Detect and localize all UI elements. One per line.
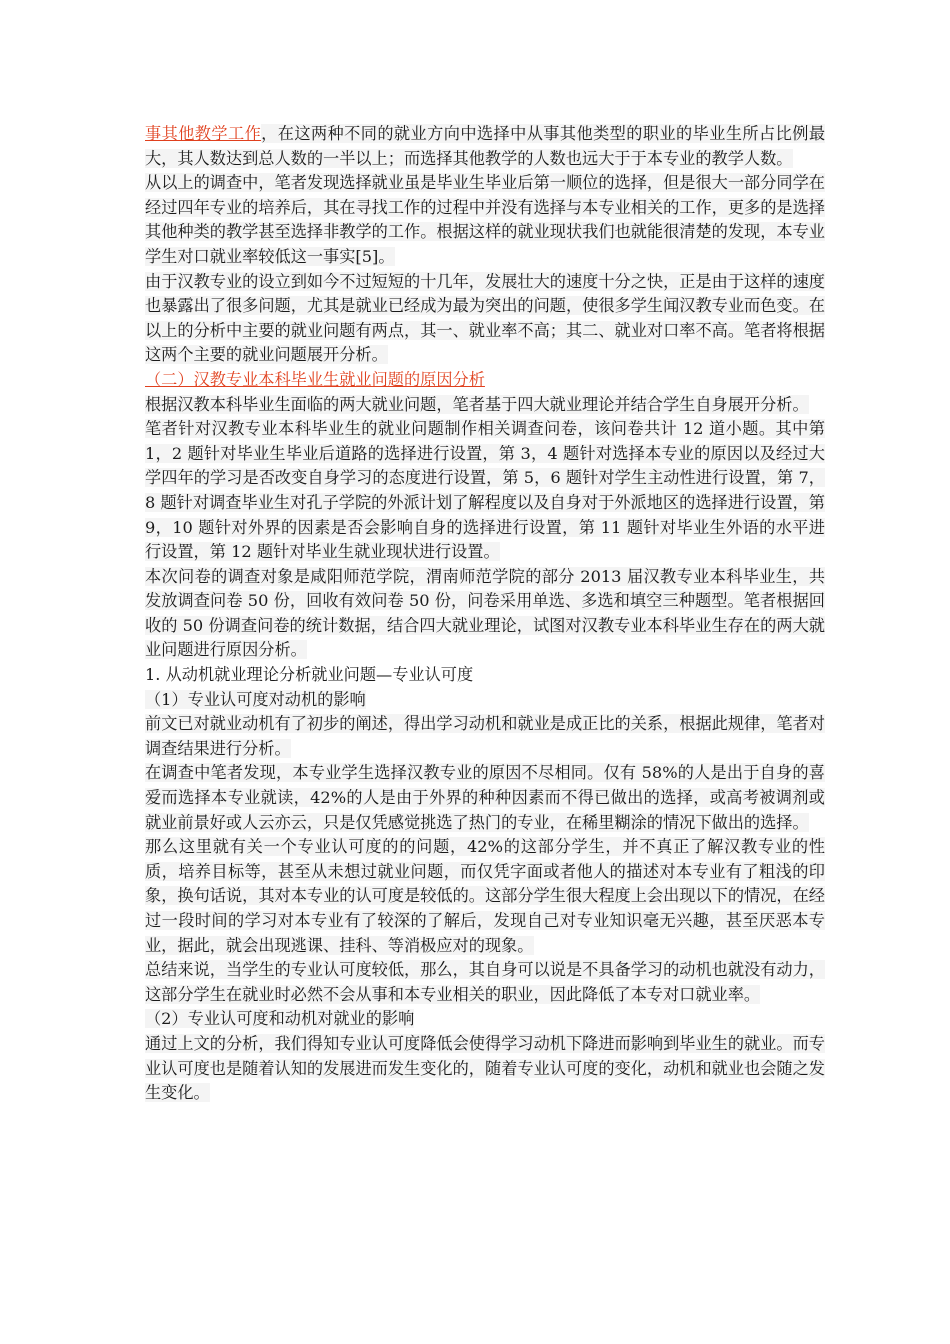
paragraph-9-text: 那么这里就有关一个专业认可度的的问题，42%的这部分学生，并不真正了解汉教专业的性质，培养目标等，甚至从未想过就业问题，而仅凭字面或者他人的描述对本专业有了粗浅的印象，换句话说，其对本专业的认可度是较低的。这部分学生很大程度上会出现以下的情况，在经过一段时间的学习对本专业有了较深的了解后，发现自己对专业知识毫无兴趣，甚至厌恶本专业，据此，就会出现逃课、挂科、等消极应对的现象。	[145, 837, 825, 955]
paragraph-9	[145, 835, 825, 958]
paragraph-11	[145, 1032, 825, 1106]
subheading-1b-text: （2）专业认可度和动机对就业的影响	[145, 1009, 415, 1029]
subheading-1b	[145, 1007, 825, 1032]
subheading-1-text: 1. 从动机就业理论分析就业问题—专业认可度	[145, 665, 474, 685]
paragraph-10	[145, 958, 825, 1007]
paragraph-2	[145, 171, 825, 269]
subheading-1a-text: （1）专业认可度对动机的影响	[145, 689, 366, 709]
paragraph-3-text: 由于汉教专业的设立到如今不过短短的十几年，发展壮大的速度十分之快，正是由于这样的速度也暴露出了很多问题，尤其是就业已经成为最为突出的问题，使很多学生闻汉教专业而色变。在以上的分析中主要的就业问题有两点，其一、就业率不高；其二、就业对口率不高。笔者将根据这两个主要的就业问题展开分析。	[145, 271, 825, 365]
paragraph-8	[145, 761, 825, 835]
subheading-1a	[145, 688, 825, 713]
subheading-1	[145, 663, 825, 688]
paragraph-2-text: 从以上的调查中，笔者发现选择就业虽是毕业生毕业后第一顺位的选择，但是很大一部分同学在经过四年专业的培养后，其在寻找工作的过程中并没有选择与本专业相关的工作，更多的是选择其他种类的教学甚至选择非教学的工作。根据这样的就业现状我们也就能很清楚的发现，本专业学生对口就业率较低这一事实[5]。	[145, 173, 825, 266]
document-body	[145, 122, 825, 1106]
paragraph-7	[145, 712, 825, 761]
paragraph-4	[145, 393, 825, 418]
paragraph-5	[145, 417, 825, 565]
paragraph-11-text: 通过上文的分析，我们得知专业认可度降低会使得学习动机下降进而影响到毕业生的就业。而专业认可度也是随着认知的发展进而发生变化的，随着专业认可度的变化，动机和就业也会随之发生变化。	[145, 1033, 825, 1103]
paragraph-1	[145, 122, 825, 171]
paragraph-10-text: 总结来说，当学生的专业认可度较低，那么，其自身可以说是不具备学习的动机也就没有动力，这部分学生在就业时必然不会从事和本专业相关的职业，因此降低了本专对口就业率。	[145, 960, 825, 1004]
paragraph-7-text: 前文已对就业动机有了初步的阐述，得出学习动机和就业是成正比的关系，根据此规律，笔者对调查结果进行分析。	[145, 714, 825, 758]
section-heading-2-text[interactable]: （二）汉教专业本科毕业生就业问题的原因分析	[145, 369, 485, 389]
red-link-text[interactable]: 事其他教学工作	[145, 124, 262, 143]
paragraph-3	[145, 270, 825, 368]
section-heading-2	[145, 368, 825, 393]
paragraph-6	[145, 565, 825, 663]
paragraph-6-text: 本次问卷的调查对象是咸阳师范学院，渭南师范学院的部分 2013 届汉教专业本科毕业生，共发放调查问卷 50 份，回收有效问卷 50 份，问卷采用单选、多选和填空三种题型。笔者根据回收的 50 份调查问卷的统计数据，结合四大就业理论，试图对汉教专业本科毕业生存在的两大就业问题进行原因分析。	[145, 566, 825, 660]
paragraph-4-text: 根据汉教本科毕业生面临的两大就业问题，笔者基于四大就业理论并结合学生自身展开分析。	[145, 394, 809, 414]
paragraph-1-text: ，在这两种不同的就业方向中选择中从事其他类型的职业的毕业生所占比例最大，其人数达到总人数的一半以上；而选择其他教学的人数也远大于于本专业的教学人数。	[145, 124, 826, 168]
paragraph-8-text: 在调查中笔者发现，本专业学生选择汉教专业的原因不尽相同。仅有 58%的人是出于自身的喜爱而选择本专业就读，42%的人是由于外界的种种因素而不得已做出的选择，或高考被调剂或就业前景好或人云亦云，只是仅凭感觉挑选了热门的专业，在稀里糊涂的情况下做出的选择。	[145, 763, 825, 832]
paragraph-5-text: 笔者针对汉教专业本科毕业生的就业问题制作相关调查问卷，该问卷共计 12 道小题。其中第 1，2 题针对毕业生毕业后道路的选择进行设置，第 3，4 题针对选择本专业的原因以及经过大学四年的学习是否改变自身学习的态度进行设置，第 5，6 题针对学生主动性进行设置，第 7，8 题针对调查毕业生对孔子学院的外派计划了解程度以及自身对于外派地区的选择进行设置，第 9，10 题针对外界的因素是否会影响自身的选择进行设置，第 11 题针对毕业生外语的水平进行设置，第 12 题针对毕业生就业现状进行设置。	[145, 419, 825, 562]
